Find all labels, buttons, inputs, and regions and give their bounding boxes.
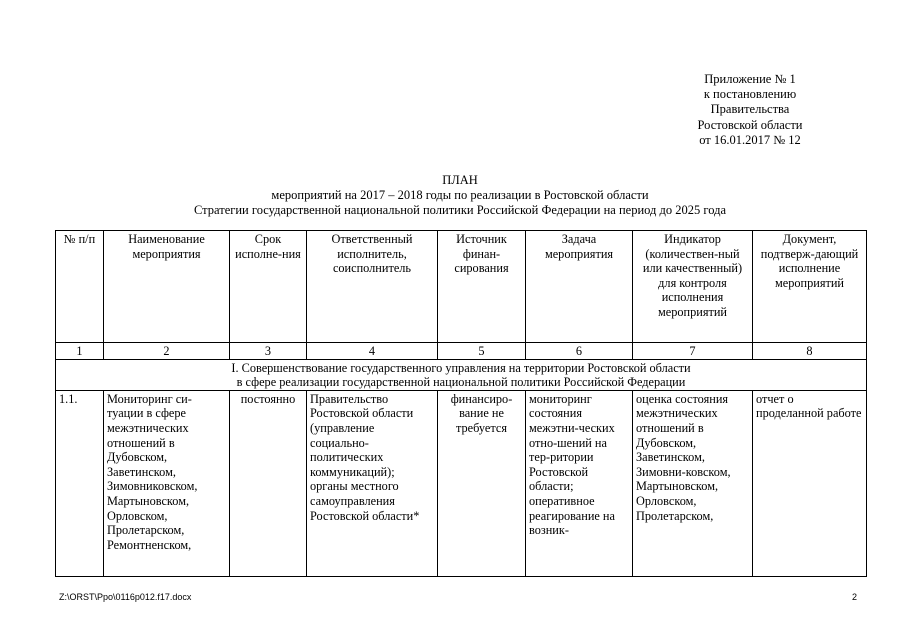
header-cell-term: Срок исполне-ния bbox=[230, 231, 307, 343]
plan-table bbox=[55, 230, 867, 577]
column-number: 7 bbox=[633, 343, 753, 360]
footer-file-path: Z:\ORST\Ppo\0116p012.f17.docx bbox=[59, 592, 192, 602]
column-number: 3 bbox=[230, 343, 307, 360]
cell-document: отчет о проделанной работе bbox=[753, 390, 867, 576]
annex-block bbox=[650, 72, 850, 148]
column-number: 6 bbox=[526, 343, 633, 360]
cell-term: постоянно bbox=[230, 390, 307, 576]
header-cell-funding: Источник финан-сирования bbox=[438, 231, 526, 343]
annex-line: Приложение № 1 bbox=[704, 72, 796, 86]
cell-funding: финансиро-вание не требуется bbox=[438, 390, 526, 576]
column-number: 8 bbox=[753, 343, 867, 360]
column-number: 2 bbox=[104, 343, 230, 360]
plan-heading: ПЛАН bbox=[442, 173, 478, 187]
header-cell-task: Задача мероприятия bbox=[526, 231, 633, 343]
column-number: 1 bbox=[56, 343, 104, 360]
cell-num: 1.1. bbox=[56, 390, 104, 576]
header-cell-indicator: Индикатор (количествен-ный или качественный) для контроля исполнения мероприятий bbox=[633, 231, 753, 343]
cell-task: мониторинг состояния межэтни-ческих отно-шений на тер-ритории Ростовской области; оперативное реагирование на возник- bbox=[526, 390, 633, 576]
column-number: 4 bbox=[307, 343, 438, 360]
header-row bbox=[56, 231, 867, 343]
annex-line: к постановлению bbox=[703, 87, 797, 102]
cell-indicator: оценка состояния межэтнических отношений в Дубовском, Заветинском, Зимовни-ковском, Мартыновском, Орловском, Пролетарском, bbox=[633, 390, 753, 576]
column-number-row bbox=[56, 343, 867, 360]
header-cell-num: № п/п bbox=[56, 231, 104, 343]
header-cell-document: Документ, подтверж-дающий исполнение мероприятий bbox=[753, 231, 867, 343]
column-number: 5 bbox=[438, 343, 526, 360]
annex-line: Ростовской области bbox=[697, 117, 803, 132]
plan-subtitle-line: мероприятий на 2017 – 2018 годы по реализации в Ростовской области bbox=[271, 188, 649, 202]
section-row bbox=[56, 359, 867, 390]
annex-line: от 16.01.2017 № 12 bbox=[699, 132, 801, 147]
plan-subtitle-line: Стратегии государственной национальной политики Российской Федерации на период до 2025 года bbox=[193, 203, 727, 217]
section-title-line: I. Совершенствование государственного управления на территории Ростовской области bbox=[231, 360, 691, 375]
section-cell bbox=[56, 359, 867, 390]
cell-executor: Правительство Ростовской области (управление социально-политических коммуникаций); органы местного самоуправления Ростовской области* bbox=[307, 390, 438, 576]
header-cell-executor: Ответственный исполнитель, соисполнитель bbox=[307, 231, 438, 343]
cell-name: Мониторинг си-туации в сфере межэтнических отношений в Дубовском, Заветинском, Зимовниковском, Мартыновском, Орловском, Пролетарском, Ремонтненском, bbox=[104, 390, 230, 576]
header-cell-name: Наименование мероприятия bbox=[104, 231, 230, 343]
table-row bbox=[56, 390, 867, 576]
section-title-line: в сфере реализации государственной национальной политики Российской Федерации bbox=[236, 375, 686, 390]
footer-page-number: 2 bbox=[852, 592, 858, 602]
annex-line: Правительства bbox=[710, 102, 790, 117]
plan-title bbox=[55, 173, 865, 218]
